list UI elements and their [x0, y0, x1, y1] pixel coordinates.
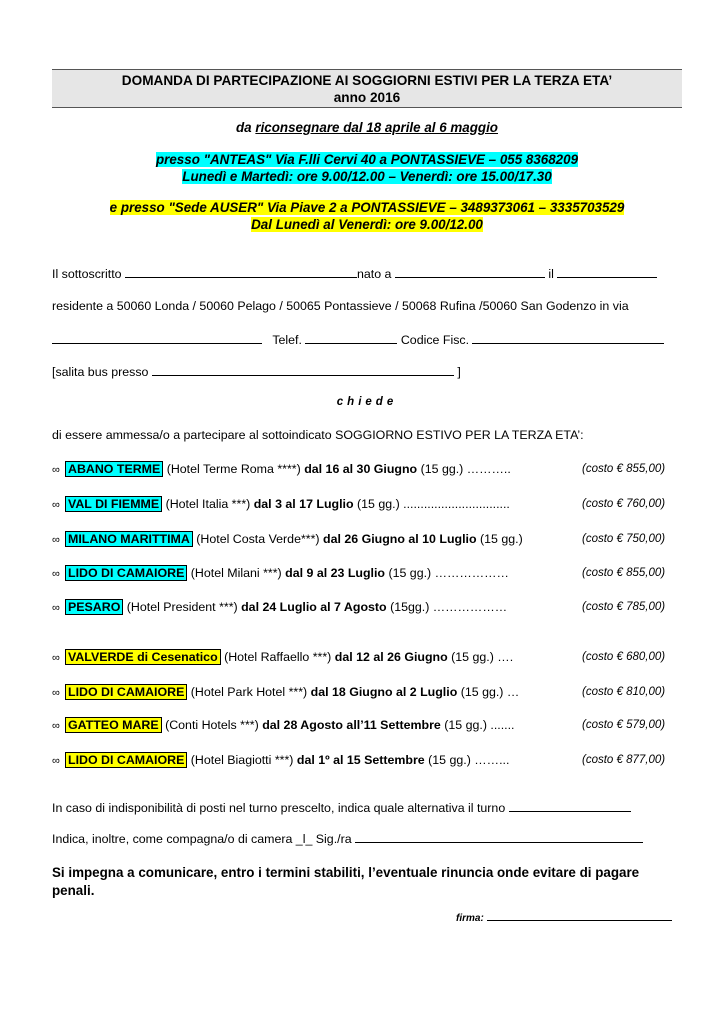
trip-checkbox[interactable]: ∞	[52, 687, 60, 699]
trip-duration: (15 gg.) ….	[451, 650, 514, 664]
tax-code-field[interactable]	[472, 332, 664, 344]
bus-close: ]	[457, 365, 461, 379]
auser-address: e presso "Sede AUSER" Via Piave 2 a PONTASSIEVE – 3489373061 – 3335703529	[109, 200, 625, 215]
birthplace-field[interactable]	[395, 266, 545, 278]
trip-duration: (15 gg.) …	[460, 685, 520, 699]
document-title: DOMANDA DI PARTECIPAZIONE AI SOGGIORNI ESTIVI PER LA TERZA ETA’	[121, 73, 613, 88]
bus-label: [salita bus presso	[52, 365, 149, 379]
trip-checkbox[interactable]: ∞	[52, 568, 60, 580]
return-dates: riconsegnare dal 18 aprile al 6 maggio	[255, 120, 498, 135]
trip-cost: (costo € 750,00)	[582, 533, 666, 545]
trip-destination: LIDO DI CAMAIORE	[65, 565, 187, 581]
alternativa-label: In caso di indisponibilità di posti nel turno prescelto, indica quale alternativa il turno	[52, 801, 506, 815]
trip-hotel: (Hotel President ***)	[126, 600, 238, 614]
sottoscritto-line	[52, 266, 684, 282]
trip-destination: VAL DI FIEMME	[65, 496, 162, 512]
trip-duration: (15 gg.)	[480, 532, 523, 546]
chiede-heading: chiede	[336, 396, 398, 408]
anteas-hours: Lunedì e Martedì: ore 9.00/12.00 – Venerdì: ore 15.00/17.30	[182, 169, 552, 184]
trip-duration: (15 gg.) .......	[444, 718, 515, 732]
trip-option[interactable]	[52, 648, 684, 666]
trip-destination: LIDO DI CAMAIORE	[65, 752, 187, 768]
return-prefix: da	[236, 120, 252, 135]
trip-dates: dal 9 al 23 Luglio	[285, 566, 385, 580]
trip-duration: (15 gg.) ……...	[428, 753, 510, 767]
trip-duration: (15 gg.) ………..	[420, 462, 511, 476]
trip-checkbox[interactable]: ∞	[52, 464, 60, 476]
trip-checkbox[interactable]: ∞	[52, 720, 60, 732]
document-year: anno 2016	[333, 90, 401, 105]
trip-duration: (15gg.) ………………	[390, 600, 508, 614]
trip-dates: dal 24 Luglio al 7 Agosto	[241, 600, 387, 614]
trip-hotel: (Hotel Biagiotti ***)	[190, 753, 294, 767]
trip-cost: (costo € 810,00)	[582, 686, 666, 698]
anteas-address: presso "ANTEAS" Via F.lli Cervi 40 a PONTASSIEVE – 055 8368209	[155, 152, 579, 167]
trip-dates: dal 3 al 17 Luglio	[253, 497, 354, 511]
trip-destination: PESARO	[65, 599, 123, 615]
trip-cost: (costo € 855,00)	[582, 567, 666, 579]
trip-hotel: (Hotel Raffaello ***)	[224, 650, 332, 664]
trip-hotel: (Hotel Terme Roma ****)	[166, 462, 301, 476]
trip-option[interactable]	[52, 495, 684, 513]
auser-hours: Dal Lunedì al Venerdì: ore 9.00/12.00	[251, 217, 483, 232]
codice-label: Codice Fisc.	[400, 333, 470, 347]
trip-dates: dal 26 Giugno al 10 Luglio	[323, 532, 477, 546]
trip-cost: (costo € 785,00)	[582, 601, 666, 613]
trip-checkbox[interactable]: ∞	[52, 602, 60, 614]
trip-dates: dal 12 al 26 Giugno	[334, 650, 448, 664]
trip-option[interactable]	[52, 683, 684, 701]
trip-dates: dal 28 Agosto all’11 Settembre	[262, 718, 441, 732]
trip-destination: GATTEO MARE	[65, 717, 162, 733]
signature-line	[456, 910, 672, 924]
telef-label: Telef.	[272, 333, 302, 347]
trip-dates: dal 16 al 30 Giugno	[304, 462, 418, 476]
compagna-line	[52, 831, 684, 847]
trip-cost: (costo € 579,00)	[582, 719, 666, 731]
residente-line: residente a 50060 Londa / 50060 Pelago / 50065 Pontassieve / 50068 Rufina /50060 San Godenzo in via	[52, 299, 629, 313]
bus-line	[52, 364, 684, 380]
commitment-text: Si impegna a comunicare, entro i termini stabiliti, l’eventuale rinuncia onde evitare di pagare penali.	[52, 865, 640, 898]
trip-dates: dal 18 Giugno al 2 Luglio	[310, 685, 458, 699]
alternativa-line	[52, 800, 684, 816]
trip-option[interactable]	[52, 598, 684, 616]
auser-block	[52, 199, 682, 233]
street-field[interactable]	[52, 332, 262, 344]
trip-destination: ABANO TERME	[65, 461, 163, 477]
trip-dates: dal 1º al 15 Settembre	[296, 753, 425, 767]
firma-label: firma:	[456, 913, 484, 924]
trip-checkbox[interactable]: ∞	[52, 755, 60, 767]
trip-cost: (costo € 855,00)	[582, 463, 666, 475]
trip-destination: LIDO DI CAMAIORE	[65, 684, 187, 700]
nato-label: nato a	[357, 267, 392, 281]
sottoscritto-label: Il sottoscritto	[52, 267, 122, 281]
trip-option[interactable]	[52, 530, 684, 548]
phone-field[interactable]	[305, 332, 397, 344]
trip-hotel: (Conti Hotels ***)	[165, 718, 259, 732]
trip-cost: (costo € 680,00)	[582, 651, 666, 663]
trip-option[interactable]	[52, 564, 684, 582]
trip-cost: (costo € 760,00)	[582, 498, 666, 510]
trip-duration: (15 gg.) ...............................	[357, 497, 510, 511]
compagna-label: Indica, inoltre, come compagna/o di camera _l_ Sig./ra	[52, 832, 352, 846]
bus-stop-field[interactable]	[152, 364, 454, 376]
trip-checkbox[interactable]: ∞	[52, 652, 60, 664]
il-label: il	[548, 267, 554, 281]
birthdate-field[interactable]	[557, 266, 657, 278]
trip-destination: VALVERDE di Cesenatico	[65, 649, 221, 665]
trip-option[interactable]	[52, 751, 684, 769]
signature-field[interactable]	[487, 910, 672, 921]
trip-hotel: (Hotel Costa Verde***)	[196, 532, 320, 546]
trip-checkbox[interactable]: ∞	[52, 499, 60, 511]
alternativa-field[interactable]	[509, 800, 631, 812]
trip-duration: (15 gg.) ………………	[388, 566, 509, 580]
name-field[interactable]	[125, 266, 357, 278]
trip-hotel: (Hotel Milani ***)	[190, 566, 282, 580]
trip-destination: MILANO MARITTIMA	[65, 531, 193, 547]
compagna-field[interactable]	[355, 831, 643, 843]
trip-option[interactable]	[52, 460, 684, 478]
trip-hotel: (Hotel Italia ***)	[165, 497, 251, 511]
trip-cost: (costo € 877,00)	[582, 754, 666, 766]
anteas-block	[52, 151, 682, 185]
trip-hotel: (Hotel Park Hotel ***)	[190, 685, 308, 699]
address-line	[52, 332, 684, 348]
trip-checkbox[interactable]: ∞	[52, 534, 60, 546]
trip-option[interactable]	[52, 716, 684, 734]
return-period	[52, 119, 682, 136]
title-box	[52, 69, 682, 108]
intro-text: di essere ammessa/o a partecipare al sottoindicato SOGGIORNO ESTIVO PER LA TERZA ETA’:	[52, 428, 584, 442]
